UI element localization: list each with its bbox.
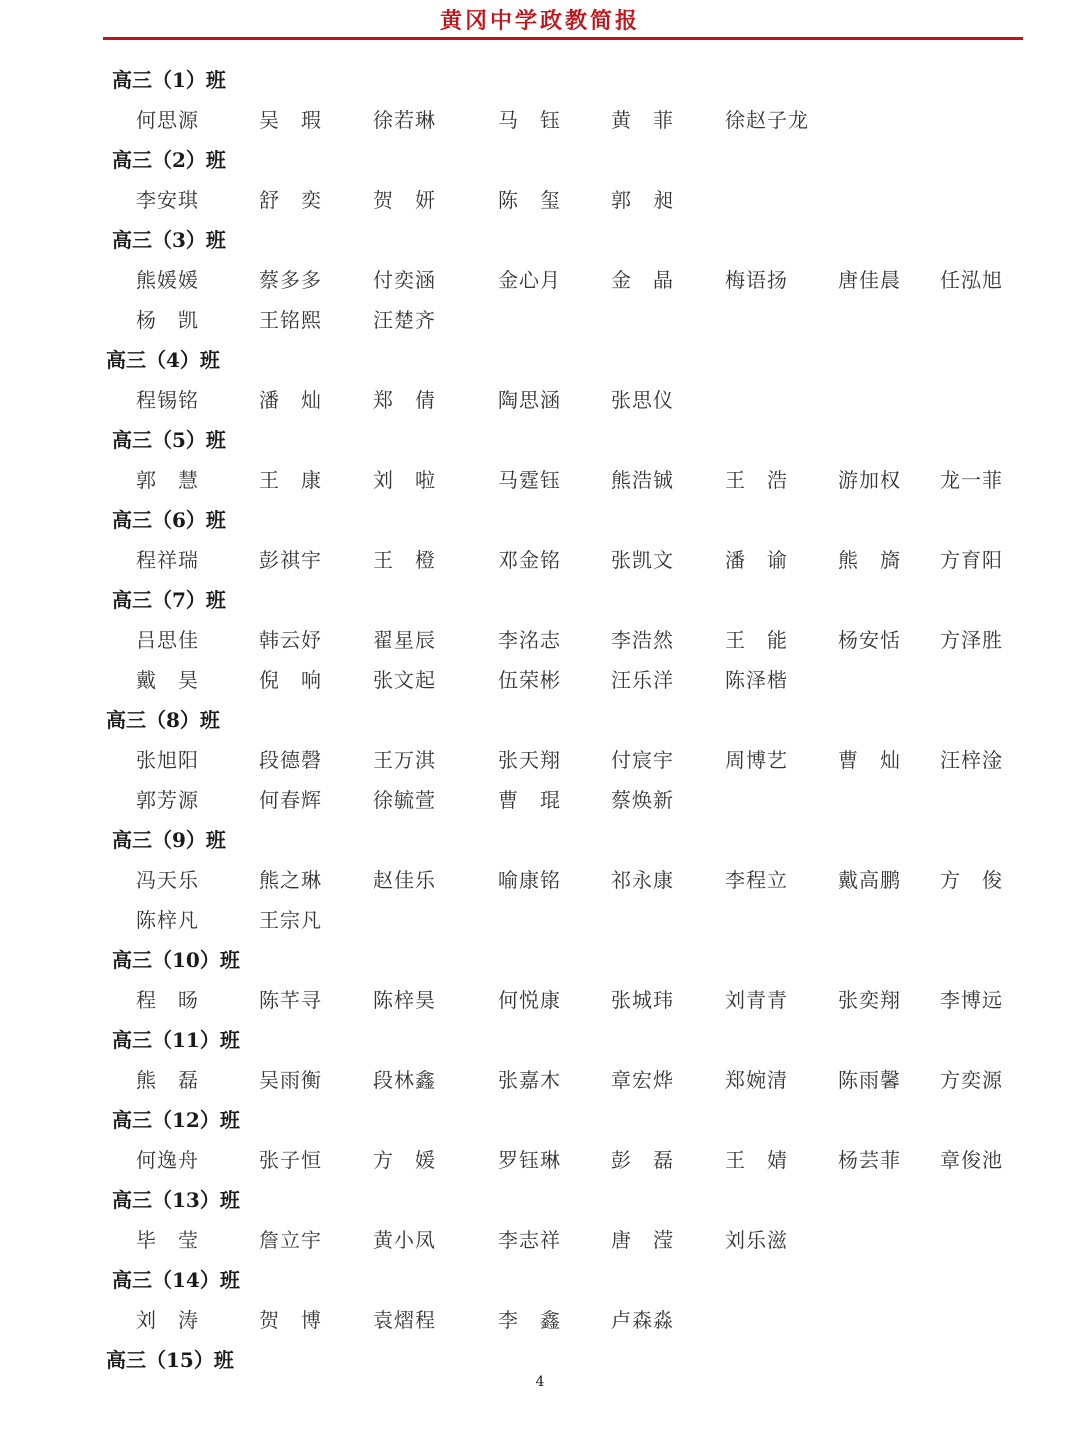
student-name: 李安琪	[136, 188, 199, 212]
student-name: 熊之琳	[259, 868, 322, 892]
student-name: 翟星辰	[373, 628, 436, 652]
class-heading: 高三（15）班	[106, 1348, 234, 1372]
class-section	[0, 580, 1080, 700]
names-row	[0, 540, 1080, 580]
student-name: 程锡铭	[136, 388, 199, 412]
class-heading: 高三（4）班	[106, 348, 220, 372]
student-name: 周博艺	[725, 748, 788, 772]
student-name: 徐若琳	[373, 108, 436, 132]
student-name: 熊媛媛	[136, 268, 199, 292]
class-section	[0, 1180, 1080, 1260]
student-name: 李浩然	[611, 628, 674, 652]
names-row	[0, 780, 1080, 820]
student-name: 章俊池	[940, 1148, 1003, 1172]
student-name: 潘 谕	[725, 548, 788, 572]
newsletter-title: 黄冈中学政教简报	[439, 8, 640, 34]
student-name: 熊 旖	[838, 548, 901, 572]
names-row	[0, 1140, 1080, 1180]
student-name: 王宗凡	[259, 908, 322, 932]
class-section	[0, 60, 1080, 140]
student-name: 任泓旭	[940, 268, 1003, 292]
student-name: 李志祥	[498, 1228, 561, 1252]
student-name: 何春辉	[259, 788, 322, 812]
class-section	[0, 140, 1080, 220]
student-name: 王 能	[725, 628, 788, 652]
student-name: 汪楚齐	[373, 308, 436, 332]
student-name: 蔡焕新	[611, 788, 674, 812]
student-name: 王 婧	[725, 1148, 788, 1172]
student-name: 杨安恬	[838, 628, 901, 652]
student-name: 韩云妤	[259, 628, 322, 652]
student-name: 王万淇	[373, 748, 436, 772]
student-name: 马 钰	[498, 108, 561, 132]
class-section	[0, 1100, 1080, 1180]
student-name: 李 鑫	[498, 1308, 561, 1332]
student-name: 杨芸菲	[838, 1148, 901, 1172]
student-name: 张子恒	[259, 1148, 322, 1172]
student-name: 陈梓昊	[373, 988, 436, 1012]
student-name: 戴高鹏	[838, 868, 901, 892]
class-section	[0, 1260, 1080, 1340]
student-name: 彭 磊	[611, 1148, 674, 1172]
student-name: 马霆钰	[498, 468, 561, 492]
newsletter-header	[0, 4, 1080, 38]
student-name: 伍荣彬	[498, 668, 561, 692]
class-section	[0, 940, 1080, 1020]
header-divider	[103, 37, 1023, 40]
class-heading: 高三（5）班	[112, 428, 226, 452]
student-name: 程 旸	[136, 988, 199, 1012]
student-name: 何逸舟	[136, 1148, 199, 1172]
student-name: 程祥瑞	[136, 548, 199, 572]
student-name: 张旭阳	[136, 748, 199, 772]
student-name: 张嘉木	[498, 1068, 561, 1092]
student-name: 方泽胜	[940, 628, 1003, 652]
names-row	[0, 620, 1080, 660]
student-name: 吴 瑕	[259, 108, 322, 132]
student-name: 王 橙	[373, 548, 436, 572]
student-name: 唐佳晨	[838, 268, 901, 292]
student-name: 冯天乐	[136, 868, 199, 892]
student-name: 段林鑫	[373, 1068, 436, 1092]
student-name: 邓金铭	[498, 548, 561, 572]
names-row	[0, 980, 1080, 1020]
student-name: 陈梓凡	[136, 908, 199, 932]
student-name: 李程立	[725, 868, 788, 892]
student-name: 郭 昶	[611, 188, 674, 212]
class-heading: 高三（14）班	[112, 1268, 240, 1292]
student-name: 陈雨馨	[838, 1068, 901, 1092]
student-name: 刘 涛	[136, 1308, 199, 1332]
class-heading: 高三（8）班	[106, 708, 220, 732]
student-name: 詹立宇	[259, 1228, 322, 1252]
class-heading: 高三（6）班	[112, 508, 226, 532]
student-name: 陈 玺	[498, 188, 561, 212]
class-heading: 高三（7）班	[112, 588, 226, 612]
student-name: 张思仪	[611, 388, 674, 412]
class-section	[0, 820, 1080, 940]
class-heading: 高三（9）班	[112, 828, 226, 852]
student-name: 蔡多多	[259, 268, 322, 292]
names-row	[0, 300, 1080, 340]
student-name: 毕 莹	[136, 1228, 199, 1252]
class-heading: 高三（12）班	[112, 1108, 240, 1132]
student-name: 曹 琨	[498, 788, 561, 812]
student-name: 郭芳源	[136, 788, 199, 812]
student-name: 郑婉清	[725, 1068, 788, 1092]
student-name: 吕思佳	[136, 628, 199, 652]
class-heading: 高三（2）班	[112, 148, 226, 172]
student-name: 汪乐洋	[611, 668, 674, 692]
student-name: 倪 响	[259, 668, 322, 692]
student-name: 戴 昊	[136, 668, 199, 692]
student-name: 金心月	[498, 268, 561, 292]
student-name: 李洺志	[498, 628, 561, 652]
class-heading: 高三（3）班	[112, 228, 226, 252]
names-row	[0, 1060, 1080, 1100]
names-row	[0, 380, 1080, 420]
student-name: 何悦康	[498, 988, 561, 1012]
student-name: 郑 倩	[373, 388, 436, 412]
student-name: 王铭熙	[259, 308, 322, 332]
student-name: 陈芊寻	[259, 988, 322, 1012]
student-name: 张奕翔	[838, 988, 901, 1012]
class-heading: 高三（11）班	[112, 1028, 240, 1052]
class-section	[0, 420, 1080, 500]
names-row	[0, 1300, 1080, 1340]
student-name: 付奕涵	[373, 268, 436, 292]
names-row	[0, 460, 1080, 500]
student-name: 金 晶	[611, 268, 674, 292]
class-heading: 高三（1）班	[112, 68, 226, 92]
student-name: 刘 啦	[373, 468, 436, 492]
student-name: 张天翔	[498, 748, 561, 772]
class-section	[0, 500, 1080, 580]
names-row	[0, 860, 1080, 900]
page-number: 4	[535, 1374, 545, 1390]
class-heading: 高三（10）班	[112, 948, 240, 972]
student-name: 郭 慧	[136, 468, 199, 492]
student-name: 熊 磊	[136, 1068, 199, 1092]
student-name: 方育阳	[940, 548, 1003, 572]
student-name: 陶思涵	[498, 388, 561, 412]
student-name: 方 俊	[940, 868, 1003, 892]
student-name: 贺 博	[259, 1308, 322, 1332]
student-name: 龙一菲	[940, 468, 1003, 492]
student-name: 杨 凯	[136, 308, 199, 332]
student-name: 刘青青	[725, 988, 788, 1012]
class-section	[0, 700, 1080, 820]
names-row	[0, 1220, 1080, 1260]
student-name: 卢森淼	[611, 1308, 674, 1332]
student-name: 吴雨衡	[259, 1068, 322, 1092]
student-name: 熊浩铖	[611, 468, 674, 492]
student-name: 唐 滢	[611, 1228, 674, 1252]
student-name: 李博远	[940, 988, 1003, 1012]
student-name: 刘乐滋	[725, 1228, 788, 1252]
class-heading: 高三（13）班	[112, 1188, 240, 1212]
student-name: 张城玮	[611, 988, 674, 1012]
student-name: 赵佳乐	[373, 868, 436, 892]
student-name: 汪梓淦	[940, 748, 1003, 772]
student-name: 彭祺宇	[259, 548, 322, 572]
student-name: 付宸宇	[611, 748, 674, 772]
student-name: 舒 奕	[259, 188, 322, 212]
names-row	[0, 660, 1080, 700]
student-name: 张凯文	[611, 548, 674, 572]
student-name: 方 媛	[373, 1148, 436, 1172]
student-name: 陈泽楷	[725, 668, 788, 692]
student-name: 何思源	[136, 108, 199, 132]
names-row	[0, 180, 1080, 220]
student-name: 梅语扬	[725, 268, 788, 292]
student-name: 游加权	[838, 468, 901, 492]
student-name: 黄 菲	[611, 108, 674, 132]
class-section	[0, 220, 1080, 340]
student-name: 徐毓萱	[373, 788, 436, 812]
student-name: 王 康	[259, 468, 322, 492]
student-name: 方奕源	[940, 1068, 1003, 1092]
student-name: 罗钰琳	[498, 1148, 561, 1172]
names-row	[0, 100, 1080, 140]
student-name: 张文起	[373, 668, 436, 692]
student-name: 袁熠程	[373, 1308, 436, 1332]
student-name: 潘 灿	[259, 388, 322, 412]
student-name: 曹 灿	[838, 748, 901, 772]
student-name: 喻康铭	[498, 868, 561, 892]
names-row	[0, 900, 1080, 940]
class-section	[0, 340, 1080, 420]
student-name: 黄小凤	[373, 1228, 436, 1252]
student-name: 徐赵子龙	[725, 108, 809, 132]
student-name: 贺 妍	[373, 188, 436, 212]
names-row	[0, 740, 1080, 780]
class-name-list	[0, 60, 1080, 1380]
student-name: 王 浩	[725, 468, 788, 492]
class-section	[0, 1020, 1080, 1100]
student-name: 祁永康	[611, 868, 674, 892]
student-name: 章宏烨	[611, 1068, 674, 1092]
student-name: 段德磬	[259, 748, 322, 772]
names-row	[0, 260, 1080, 300]
